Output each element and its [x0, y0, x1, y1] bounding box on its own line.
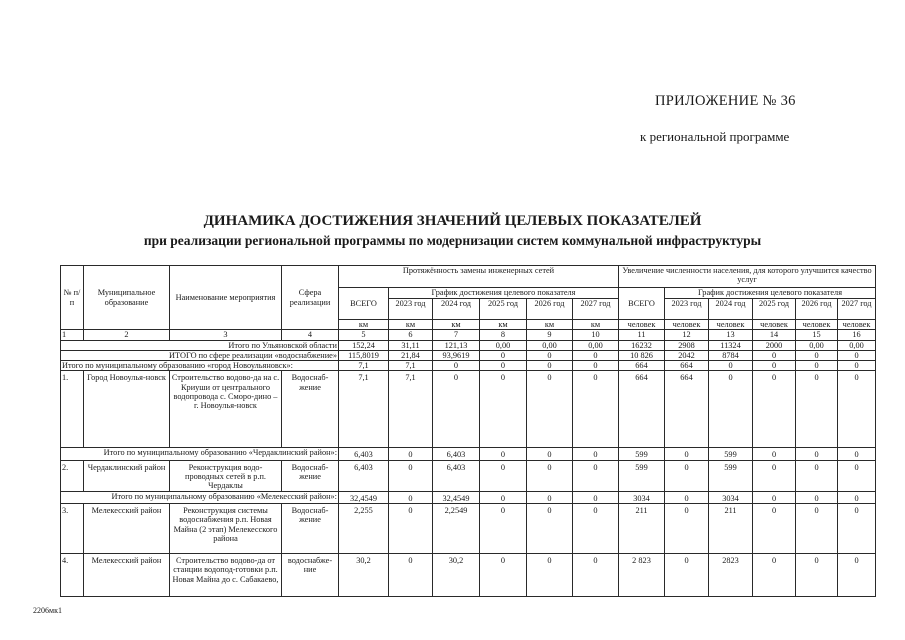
- value-cell: 0: [480, 554, 527, 597]
- summary-value: 2908: [665, 340, 709, 350]
- summary-value: 0,00: [480, 340, 527, 350]
- column-number: 14: [753, 330, 796, 340]
- value-cell: 0: [389, 460, 433, 491]
- value-cell: 0: [796, 448, 838, 460]
- summary-value: 16232: [619, 340, 665, 350]
- value-cell: 0: [838, 554, 876, 597]
- summary-value: 0,00: [796, 340, 838, 350]
- value-cell: 0: [838, 371, 876, 448]
- summary-value: 0: [838, 361, 876, 371]
- column-number-row: [61, 330, 876, 340]
- value-cell: 0: [389, 504, 433, 554]
- value-cell: 0: [753, 491, 796, 503]
- col-header-total-people: ВСЕГО: [619, 288, 665, 320]
- value-cell: 664: [619, 371, 665, 448]
- table-row: [61, 460, 876, 491]
- summary-value: 0: [838, 350, 876, 360]
- value-cell: 0: [527, 371, 573, 448]
- table-row: [61, 371, 876, 448]
- column-number: 10: [573, 330, 619, 340]
- group-header-population: Увеличение численности населения, для которого улучшится качество услуг: [619, 266, 876, 288]
- value-cell: 6,403: [433, 448, 480, 460]
- program-reference: к региональной программе: [640, 129, 790, 144]
- value-cell: 0: [838, 491, 876, 503]
- value-cell: 32,4549: [339, 491, 389, 503]
- col-header-action: Наименование мероприятия: [170, 266, 282, 330]
- value-cell: 0: [527, 554, 573, 597]
- value-cell: 0: [573, 371, 619, 448]
- value-cell: 0: [527, 460, 573, 491]
- municipality-cell: Мелекесский район: [84, 554, 170, 597]
- summary-value: 21,84: [389, 350, 433, 360]
- unit-people: человек: [665, 320, 709, 330]
- value-cell: 664: [665, 371, 709, 448]
- value-cell: 6,403: [339, 460, 389, 491]
- value-cell: 2823: [709, 554, 753, 597]
- summary-value: 0: [753, 361, 796, 371]
- table-row: [61, 504, 876, 554]
- year-header: 2025 год: [480, 299, 527, 320]
- value-cell: 30,2: [433, 554, 480, 597]
- sphere-cell: водоснабже-ние: [282, 554, 339, 597]
- summary-value: 152,24: [339, 340, 389, 350]
- schedule-header-people: График достижения целевого показателя: [665, 288, 876, 299]
- summary-value: 2042: [665, 350, 709, 360]
- value-cell: 7,1: [389, 371, 433, 448]
- summary-value: 0: [709, 361, 753, 371]
- value-cell: 0: [709, 371, 753, 448]
- summary-value: 0,00: [838, 340, 876, 350]
- value-cell: 6,403: [433, 460, 480, 491]
- column-number: 16: [838, 330, 876, 340]
- summary-value: 2000: [753, 340, 796, 350]
- value-cell: 0: [480, 371, 527, 448]
- col-header-sphere: Сфера реализации: [282, 266, 339, 330]
- year-header: 2023 год: [665, 299, 709, 320]
- value-cell: 0: [665, 448, 709, 460]
- summary-value: 0: [480, 361, 527, 371]
- value-cell: 7,1: [339, 371, 389, 448]
- action-cell: Строительство водово-да на с. Криуши от центрального водопровода с. Сморо-дино – г. Новоулья-новск: [170, 371, 282, 448]
- col-header-total-km: ВСЕГО: [339, 288, 389, 320]
- document-title: ДИНАМИКА ДОСТИЖЕНИЯ ЗНАЧЕНИЙ ЦЕЛЕВЫХ ПОКАЗАТЕЛЕЙ: [203, 213, 702, 229]
- value-cell: 0: [665, 554, 709, 597]
- value-cell: 0: [389, 491, 433, 503]
- year-header: 2025 год: [753, 299, 796, 320]
- column-number: 8: [480, 330, 527, 340]
- subtotal-row: [61, 448, 876, 460]
- year-header: 2024 год: [709, 299, 753, 320]
- summary-value: 10 826: [619, 350, 665, 360]
- municipality-cell: Мелекесский район: [84, 504, 170, 554]
- sphere-cell: Водоснаб-жение: [282, 504, 339, 554]
- unit-people: человек: [796, 320, 838, 330]
- value-cell: 599: [709, 448, 753, 460]
- column-number: 6: [389, 330, 433, 340]
- summary-value: 115,8019: [339, 350, 389, 360]
- unit-km: км: [389, 320, 433, 330]
- action-cell: Реконструкция водо-проводных сетей в р.п. Чердаклы: [170, 460, 282, 491]
- subtotal-row: [61, 491, 876, 503]
- summary-label: Итого по муниципальному образованию «город Новоульяновск»:: [61, 361, 339, 371]
- value-cell: 0: [527, 491, 573, 503]
- value-cell: 599: [619, 448, 665, 460]
- value-cell: 0: [527, 448, 573, 460]
- summary-value: 0: [796, 361, 838, 371]
- indicators-table: [60, 265, 876, 597]
- unit-people: человек: [753, 320, 796, 330]
- summary-value: 7,1: [389, 361, 433, 371]
- action-cell: Строительство водово-да от станции водопод-готовки р.п. Новая Майна до с. Сабакаево,: [170, 554, 282, 597]
- appendix-number: ПРИЛОЖЕНИЕ № 36: [655, 93, 796, 109]
- value-cell: 0: [573, 460, 619, 491]
- col-header-municipality: Муниципальное образование: [84, 266, 170, 330]
- value-cell: 3034: [709, 491, 753, 503]
- value-cell: 30,2: [339, 554, 389, 597]
- value-cell: 0: [665, 460, 709, 491]
- value-cell: 0: [753, 460, 796, 491]
- value-cell: 0: [838, 504, 876, 554]
- column-number: 11: [619, 330, 665, 340]
- row-number: 4.: [61, 554, 84, 597]
- column-number: 3: [170, 330, 282, 340]
- summary-value: 664: [665, 361, 709, 371]
- value-cell: 211: [709, 504, 753, 554]
- municipality-cell: Город Новоулья-новск: [84, 371, 170, 448]
- value-cell: 0: [480, 504, 527, 554]
- unit-km: км: [433, 320, 480, 330]
- value-cell: 0: [665, 504, 709, 554]
- table-row: [61, 554, 876, 597]
- value-cell: 0: [573, 504, 619, 554]
- value-cell: 6,403: [339, 448, 389, 460]
- value-cell: 2,2549: [433, 504, 480, 554]
- schedule-header-km: График достижения целевого показателя: [389, 288, 619, 299]
- unit-km: км: [527, 320, 573, 330]
- value-cell: 0: [573, 491, 619, 503]
- column-number: 1: [61, 330, 84, 340]
- summary-value: 0: [573, 361, 619, 371]
- summary-value: 0: [433, 361, 480, 371]
- row-number: 2.: [61, 460, 84, 491]
- summary-label: ИТОГО по сфере реализации «водоснабжение»: [61, 350, 339, 360]
- value-cell: 0: [480, 460, 527, 491]
- summary-row: [61, 340, 876, 350]
- value-cell: 0: [573, 554, 619, 597]
- value-cell: 0: [796, 491, 838, 503]
- summary-value: 0,00: [527, 340, 573, 350]
- summary-value: 93,9619: [433, 350, 480, 360]
- value-cell: 0: [389, 554, 433, 597]
- column-number: 15: [796, 330, 838, 340]
- summary-value: 121,13: [433, 340, 480, 350]
- summary-value: 0: [796, 350, 838, 360]
- value-cell: 0: [389, 448, 433, 460]
- value-cell: 0: [665, 491, 709, 503]
- unit-people: человек: [619, 320, 665, 330]
- value-cell: 0: [753, 448, 796, 460]
- year-header: 2026 год: [796, 299, 838, 320]
- column-number: 2: [84, 330, 170, 340]
- value-cell: 0: [480, 491, 527, 503]
- unit-km: км: [339, 320, 389, 330]
- summary-value: 0,00: [573, 340, 619, 350]
- value-cell: 2,255: [339, 504, 389, 554]
- value-cell: 599: [709, 460, 753, 491]
- value-cell: 0: [838, 448, 876, 460]
- subtotal-label: Итого по муниципальному образованию «Чердаклинский район»:: [61, 448, 339, 460]
- value-cell: 32,4549: [433, 491, 480, 503]
- summary-row: [61, 361, 876, 371]
- col-header-no: № п/п: [61, 266, 84, 330]
- summary-value: 0: [753, 350, 796, 360]
- value-cell: 0: [433, 371, 480, 448]
- municipality-cell: Чердаклинский район: [84, 460, 170, 491]
- value-cell: 0: [796, 554, 838, 597]
- value-cell: 599: [619, 460, 665, 491]
- summary-value: 0: [573, 350, 619, 360]
- value-cell: 0: [796, 504, 838, 554]
- summary-value: 0: [527, 361, 573, 371]
- column-number: 13: [709, 330, 753, 340]
- value-cell: 0: [527, 504, 573, 554]
- unit-km: км: [573, 320, 619, 330]
- value-cell: 0: [796, 371, 838, 448]
- year-header: 2027 год: [838, 299, 876, 320]
- year-header: 2027 год: [573, 299, 619, 320]
- year-header: 2023 год: [389, 299, 433, 320]
- row-number: 1.: [61, 371, 84, 448]
- summary-label: Итого по Ульяновской области: [61, 340, 339, 350]
- unit-people: человек: [838, 320, 876, 330]
- value-cell: 211: [619, 504, 665, 554]
- row-number: 3.: [61, 504, 84, 554]
- document-subtitle: при реализации региональной программы по модернизации систем коммунальной инфраструктуры: [143, 233, 762, 248]
- column-number: 7: [433, 330, 480, 340]
- subtotal-label: Итого по муниципальному образованию «Мелекесский район»:: [61, 491, 339, 503]
- value-cell: 0: [753, 371, 796, 448]
- summary-value: 11324: [709, 340, 753, 350]
- summary-value: 0: [480, 350, 527, 360]
- summary-value: 0: [527, 350, 573, 360]
- footer-code: 2206мк1: [33, 606, 62, 615]
- summary-value: 31,11: [389, 340, 433, 350]
- sphere-cell: Водоснаб-жение: [282, 460, 339, 491]
- sphere-cell: Водоснаб-жение: [282, 371, 339, 448]
- year-header: 2024 год: [433, 299, 480, 320]
- value-cell: 0: [796, 460, 838, 491]
- summary-value: 7,1: [339, 361, 389, 371]
- value-cell: 0: [838, 460, 876, 491]
- value-cell: 0: [753, 554, 796, 597]
- group-header-length: Протяжённость замены инженерных сетей: [339, 266, 619, 288]
- value-cell: 0: [753, 504, 796, 554]
- summary-value: 664: [619, 361, 665, 371]
- value-cell: 0: [573, 448, 619, 460]
- unit-km: км: [480, 320, 527, 330]
- value-cell: 3034: [619, 491, 665, 503]
- summary-row: [61, 350, 876, 360]
- column-number: 12: [665, 330, 709, 340]
- value-cell: 2 823: [619, 554, 665, 597]
- value-cell: 0: [480, 448, 527, 460]
- column-number: 9: [527, 330, 573, 340]
- summary-value: 8784: [709, 350, 753, 360]
- year-header: 2026 год: [527, 299, 573, 320]
- unit-people: человек: [709, 320, 753, 330]
- action-cell: Реконструкция системы водоснабжения р.п. Новая Майна (2 этап) Мелекесского района: [170, 504, 282, 554]
- column-number: 4: [282, 330, 339, 340]
- column-number: 5: [339, 330, 389, 340]
